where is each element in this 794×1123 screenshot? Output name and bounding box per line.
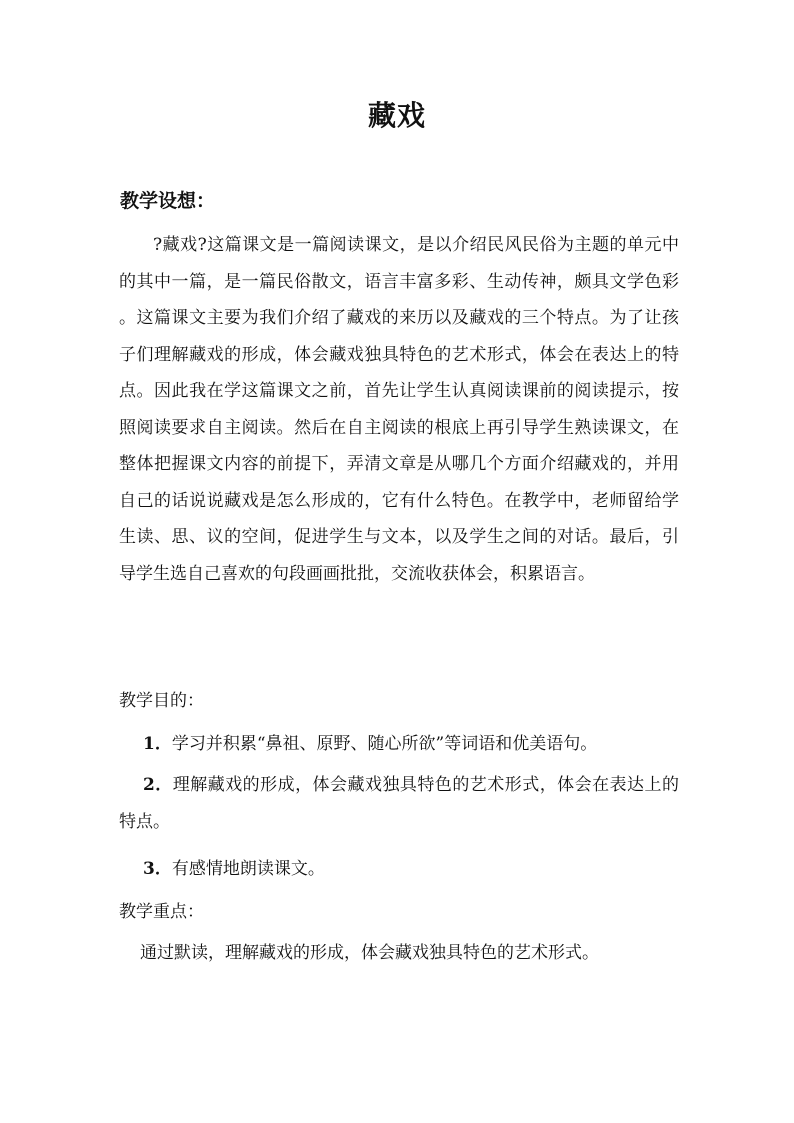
goal-item <box>119 767 679 840</box>
teaching-focus-heading: 教学重点： <box>119 902 204 922</box>
teaching-design-text: ?藏戏?这篇课文是一篇阅读课文，是以介绍民风民俗为主题的单元中的其中一篇，是一篇民俗散文，语言丰富多彩、生动传神，颇具文学色彩 。这篇课文主要为我们介绍了藏戏的来历以及藏戏的三个特点。为了让孩子们理解藏戏的形成，体会藏戏独具特色的艺术形式，体会在表达上的特点。因此我在学这篇课文之前，首先让学生认真阅读课前的阅读提示，按照阅读要求自主阅读。然后在自主阅读的根底上再引导学生熟读课文，在整体把握课文内容的前提下，弄清文章是从哪几个方面介绍藏戏的，并用自己的话说说藏戏是怎么形成的，它有什么特色。在教学中，老师留给学生读、思、议的空间，促进学生与文本，以及学生之间的对话。最后，引导学生选自己喜欢的句段画画批批，交流收获体会，积累语言。 <box>119 235 679 584</box>
goal-text: 有感情地朗读课文。 <box>171 859 325 879</box>
teaching-goals-heading: 教学目的： <box>119 691 204 711</box>
goal-number: 1． <box>143 734 172 754</box>
teaching-design-heading: 教学设想： <box>120 190 216 212</box>
goal-number: 2． <box>143 775 173 795</box>
goal-item <box>119 851 679 888</box>
goal-number: 3． <box>143 859 172 879</box>
teaching-focus-text: 通过默读，理解藏戏的形成，体会藏戏独具特色的艺术形式。 <box>140 943 599 963</box>
teaching-design-paragraph <box>119 227 679 592</box>
document-title: 藏戏 <box>367 99 426 132</box>
goal-text: 学习并积累“鼻祖、原野、随心所欲”等词语和优美语句。 <box>171 734 598 754</box>
goal-item <box>119 726 679 763</box>
goal-text: 理解藏戏的形成，体会藏戏独具特色的艺术形式，体会在表达上的特点。 <box>119 775 679 832</box>
